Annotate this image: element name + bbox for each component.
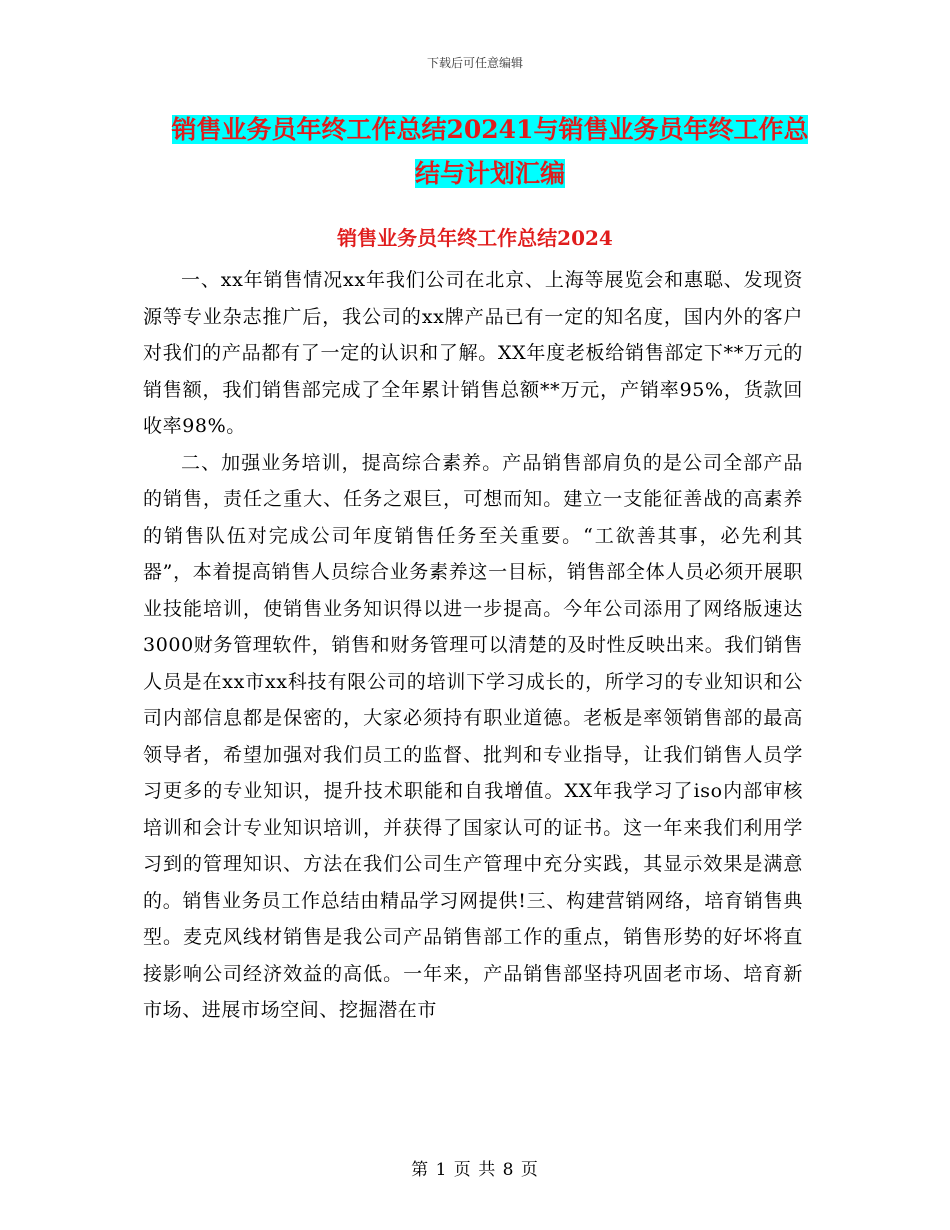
page-number: 第 1 页 共 8 页: [411, 1160, 539, 1180]
header-note: 下载后可任意编辑: [426, 56, 523, 70]
document-title: [160, 108, 820, 196]
section-title: 销售业务员年终工作总结2024: [337, 226, 613, 250]
document-title-text: 销售业务员年终工作总结20241与销售业务员年终工作总结与计划汇编: [171, 115, 809, 188]
paragraph-1: 一、xx年销售情况xx年我们公司在北京、上海等展览会和惠聪、发现资源等专业杂志推广后，我公司的xx牌产品已有一定的知名度，国内外的客户对我们的产品都有了一定的认识和了解。XX年度老板给销售部定下**万元的销售额，我们销售部完成了全年累计销售总额**万元，产销率95%，货款回收率98%。: [143, 269, 803, 437]
paragraph-2: 二、加强业务培训，提高综合素养。产品销售部肩负的是公司全部产品的销售，责任之重大、任务之艰巨，可想而知。建立一支能征善战的高素养的销售队伍对完成公司年度销售任务至关重要。“工欲善其事，必先利其器”，本着提高销售人员综合业务素养这一目标，销售部全体人员必须开展职业技能培训，使销售业务知识得以进一步提高。今年公司添用了网络版速达3000财务管理软件，销售和财务管理可以清楚的及时性反映出来。我们销售人员是在xx市xx科技有限公司的培训下学习成长的，所学习的专业知识和公司内部信息都是保密的，大家必须持有职业道德。老板是率领销售部的最高领导者，希望加强对我们员工的监督、批判和专业指导，让我们销售人员学习更多的专业知识，提升技术职能和自我增值。XX年我学习了iso内部审核培训和会计专业知识培训，并获得了国家认可的证书。这一年来我们利用学习到的管理知识、方法在我们公司生产管理中充分实践，其显示效果是满意的。销售业务员工作总结由精品学习网提供!三、构建营销网络，培育销售典型。麦克风线材销售是我公司产品销售部工作的重点，销售形势的好坏将直接影响公司经济效益的高低。一年来，产品销售部坚持巩固老市场、培育新市场、进展市场空间、挖掘潜在市: [143, 451, 803, 1021]
document-body: [143, 262, 803, 1029]
